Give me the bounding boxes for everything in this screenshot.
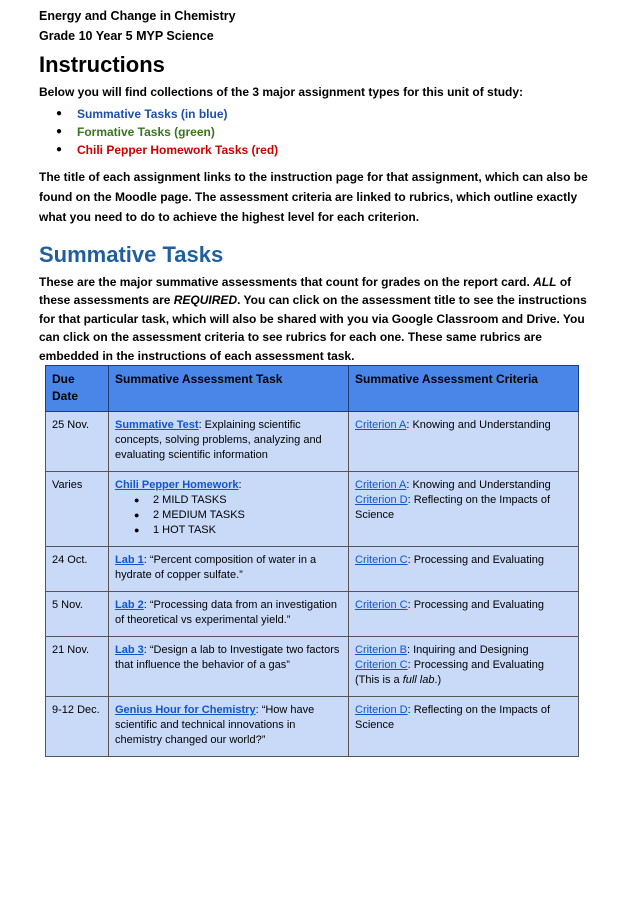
lab-note: (This is a — [355, 674, 403, 687]
criterion-d-link[interactable]: Criterion D — [355, 494, 408, 507]
due-date-cell: 9-12 Dec. — [46, 697, 109, 757]
task-cell — [109, 412, 349, 472]
task-description: : “Design a lab to Investigate two factors that influence the behavior of a gas” — [115, 644, 340, 672]
summative-table — [45, 365, 579, 757]
type-chili-pepper: ● Chili Pepper Homework Tasks (red) — [77, 141, 599, 159]
table-row — [46, 592, 579, 637]
table-row — [46, 547, 579, 592]
criterion-text: : Reflecting on the Impacts of Science — [355, 494, 551, 522]
criteria-cell — [349, 697, 579, 757]
criterion-c-link[interactable]: Criterion C — [355, 599, 408, 612]
task-description: : — [238, 479, 242, 492]
table-row — [46, 637, 579, 697]
criterion-a-link[interactable]: Criterion A — [355, 419, 407, 432]
criteria-cell — [349, 592, 579, 637]
criterion-d-link[interactable]: Criterion D — [355, 704, 408, 717]
instructions-intro: Below you will find collections of the 3 major assignment types for this unit of study: — [39, 85, 524, 99]
task-description: : Explaining scientific concepts, solving problems, analyzing and evaluating scientific information — [115, 419, 322, 462]
criteria-cell — [349, 472, 579, 547]
criterion-c-link[interactable]: Criterion C — [355, 659, 408, 672]
table-row — [46, 697, 579, 757]
criterion-text: : Processing and Evaluating — [407, 659, 544, 672]
criterion-text: : Processing and Evaluating — [407, 599, 544, 612]
criteria-cell — [349, 412, 579, 472]
task-link-lab-3[interactable]: Lab 3 — [115, 644, 144, 657]
task-link-genius-hour[interactable]: Genius Hour for Chemistry — [115, 704, 256, 717]
lab-note-italic: full lab — [402, 674, 435, 687]
task-cell — [109, 547, 349, 592]
task-cell — [109, 592, 349, 637]
task-description: : “Processing data from an investigation of theoretical vs experimental yield.” — [115, 599, 337, 627]
lab-note: .) — [434, 674, 442, 687]
task-link-lab-2[interactable]: Lab 2 — [115, 599, 144, 612]
summative-para-required: REQUIRED — [173, 293, 238, 308]
criterion-text: : Knowing and Understanding — [406, 419, 551, 432]
course-title: Energy and Change in Chemistry — [39, 9, 236, 23]
list-item: ● 2 MEDIUM TASKS — [153, 508, 343, 523]
table-row — [46, 472, 579, 547]
due-date-cell: 21 Nov. — [46, 637, 109, 697]
type-formative: ● Formative Tasks (green) — [77, 123, 599, 141]
header-task: Summative Assessment Task — [109, 366, 349, 412]
summative-para-all: ALL — [533, 275, 557, 289]
header-due-date: Due Date — [46, 366, 109, 412]
summative-para-text: These are the major summative assessments that count for grades on the report card. — [39, 275, 534, 289]
instructions-heading: Instructions — [39, 52, 165, 77]
summative-para-text: of these assessments are — [39, 275, 572, 308]
criterion-b-link[interactable]: Criterion B — [355, 644, 407, 657]
homework-bullet-list — [115, 493, 343, 538]
type-summative: ● Summative Tasks (in blue) — [77, 105, 599, 123]
criterion-text: : Inquiring and Designing — [406, 644, 529, 657]
due-date-cell: 24 Oct. — [46, 547, 109, 592]
summative-heading: Summative Tasks — [39, 242, 224, 267]
assignment-types-list — [39, 105, 599, 159]
task-link-summative-test[interactable]: Summative Test — [115, 419, 199, 432]
list-item: ● 2 MILD TASKS — [153, 493, 343, 508]
task-link-chili-pepper-homework[interactable]: Chili Pepper Homework — [115, 479, 239, 492]
criteria-cell — [349, 637, 579, 697]
header-criteria: Summative Assessment Criteria — [349, 366, 579, 412]
task-description: : “Percent composition of water in a hydrate of copper sulfate.” — [115, 554, 317, 582]
criterion-a-link[interactable]: Criterion A — [355, 479, 407, 492]
list-item: ● 1 HOT TASK — [153, 523, 343, 538]
summative-paragraph — [39, 273, 599, 365]
task-cell — [109, 472, 349, 547]
due-date-cell: Varies — [46, 472, 109, 547]
table-header-row — [46, 366, 579, 412]
instructions-paragraph: The title of each assignment links to the instruction page for that assignment, which can also be found on the Moodle page. The assessment criteria are linked to rubrics, which outline exactly what you need to do to achieve the highest level for each criterion. — [39, 170, 588, 224]
criterion-c-link[interactable]: Criterion C — [355, 554, 408, 567]
criterion-text: : Processing and Evaluating — [407, 554, 544, 567]
task-description: : “How have scientific and technical innovations in chemistry changed our world?” — [115, 704, 315, 747]
grade-label: Grade 10 Year 5 MYP Science — [39, 29, 214, 43]
task-cell — [109, 697, 349, 757]
summative-para-text: . You can click on the assessment title to see the instructions for that particular task, which will also be shared with you via Google Classroom and Drive. You can click on the assessment criteria to see rubrics for each one. These same rubrics are embedded in the instructions of each assessment task. — [39, 293, 587, 363]
task-link-lab-1[interactable]: Lab 1 — [115, 554, 144, 567]
criterion-text: : Knowing and Understanding — [406, 479, 551, 492]
table-row — [46, 412, 579, 472]
task-cell — [109, 637, 349, 697]
due-date-cell: 5 Nov. — [46, 592, 109, 637]
due-date-cell: 25 Nov. — [46, 412, 109, 472]
criterion-text: : Reflecting on the Impacts of Science — [355, 704, 551, 732]
criteria-cell — [349, 547, 579, 592]
